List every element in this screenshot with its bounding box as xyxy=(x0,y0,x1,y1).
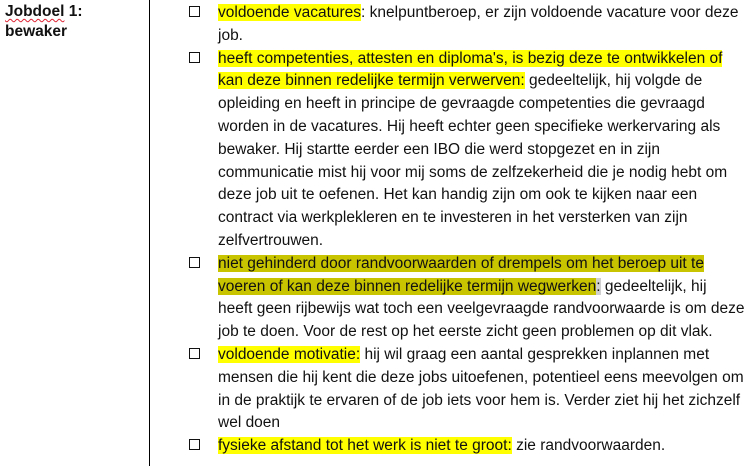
checkbox-icon[interactable] xyxy=(189,52,200,63)
criteria-text: gedeeltelijk, hij volgde de opleiding en heeft in principe de gevraagde competenties die gevraagd worden in de vacatures. Hij heeft echter geen specifieke werkervaring als bewaker. Hij startte eerder een IBO die werd stopgezet en in zijn communicatie mist hij voor mij soms de zelfzekerheid die je nodig hebt om deze job uit te oefenen. Het kan handig zijn om ook te kijken naar een contract via werkplekleren en te investeren in het versterken van zijn zelfvertrouwen. xyxy=(218,72,728,249)
table-divider xyxy=(149,0,150,466)
job-goal-label: Jobdoel xyxy=(5,3,65,20)
checkbox-icon[interactable] xyxy=(189,348,200,359)
checkbox-icon[interactable] xyxy=(189,257,200,268)
criteria-highlight: fysieke afstand tot het werk is niet te groot: xyxy=(218,437,512,455)
criteria-item-randvoorwaarden xyxy=(189,253,745,344)
criteria-item-vacatures xyxy=(189,2,745,48)
checkbox-icon[interactable] xyxy=(189,439,200,450)
job-goal-title: bewaker xyxy=(5,23,68,40)
criteria-highlight: voldoende motivatie: xyxy=(218,345,361,363)
criteria-text: gedeeltelijk, hij heeft geen rijbewijs wat toch een veelgevraagde randvoorwaarde is om deze job te doen. Voor de rest op het eerste zicht geen problemen op dit vlak. xyxy=(218,277,745,341)
job-goal-heading xyxy=(5,2,145,42)
criteria-text: : knelpuntberoep, er zijn voldoende vacature voor deze job. xyxy=(218,4,739,44)
criteria-highlight: niet gehinderd door randvoorwaarden of drempels om het beroep uit te voeren of kan deze binnen redelijke termijn wegwerken xyxy=(218,254,704,295)
criteria-highlight: heeft competenties, attesten en diploma's, is bezig deze te ontwikkelen of kan deze binnen redelijke termijn verwerven: xyxy=(218,49,723,90)
criteria-item-competenties xyxy=(189,48,745,253)
criteria-highlight-colon: : xyxy=(596,277,601,295)
job-goal-heading-line1 xyxy=(5,2,145,22)
checkbox-icon[interactable] xyxy=(189,6,200,17)
criteria-text: zie randvoorwaarden. xyxy=(511,437,666,455)
criteria-highlight: voldoende vacatures xyxy=(218,4,362,21)
criteria-item-motivatie xyxy=(189,344,745,435)
criteria-text: hij wil graag een aantal gesprekken inplannen met mensen die hij kent die deze jobs uitoefenen, potentieel eens meevolgen om in de praktijk te ervaren of de job iets voor hem is. Verder ziet hij het zichzelf wel doen xyxy=(218,345,744,432)
criteria-list xyxy=(189,2,745,458)
job-goal-number: 1: xyxy=(64,3,83,20)
criteria-item-afstand xyxy=(189,435,745,458)
